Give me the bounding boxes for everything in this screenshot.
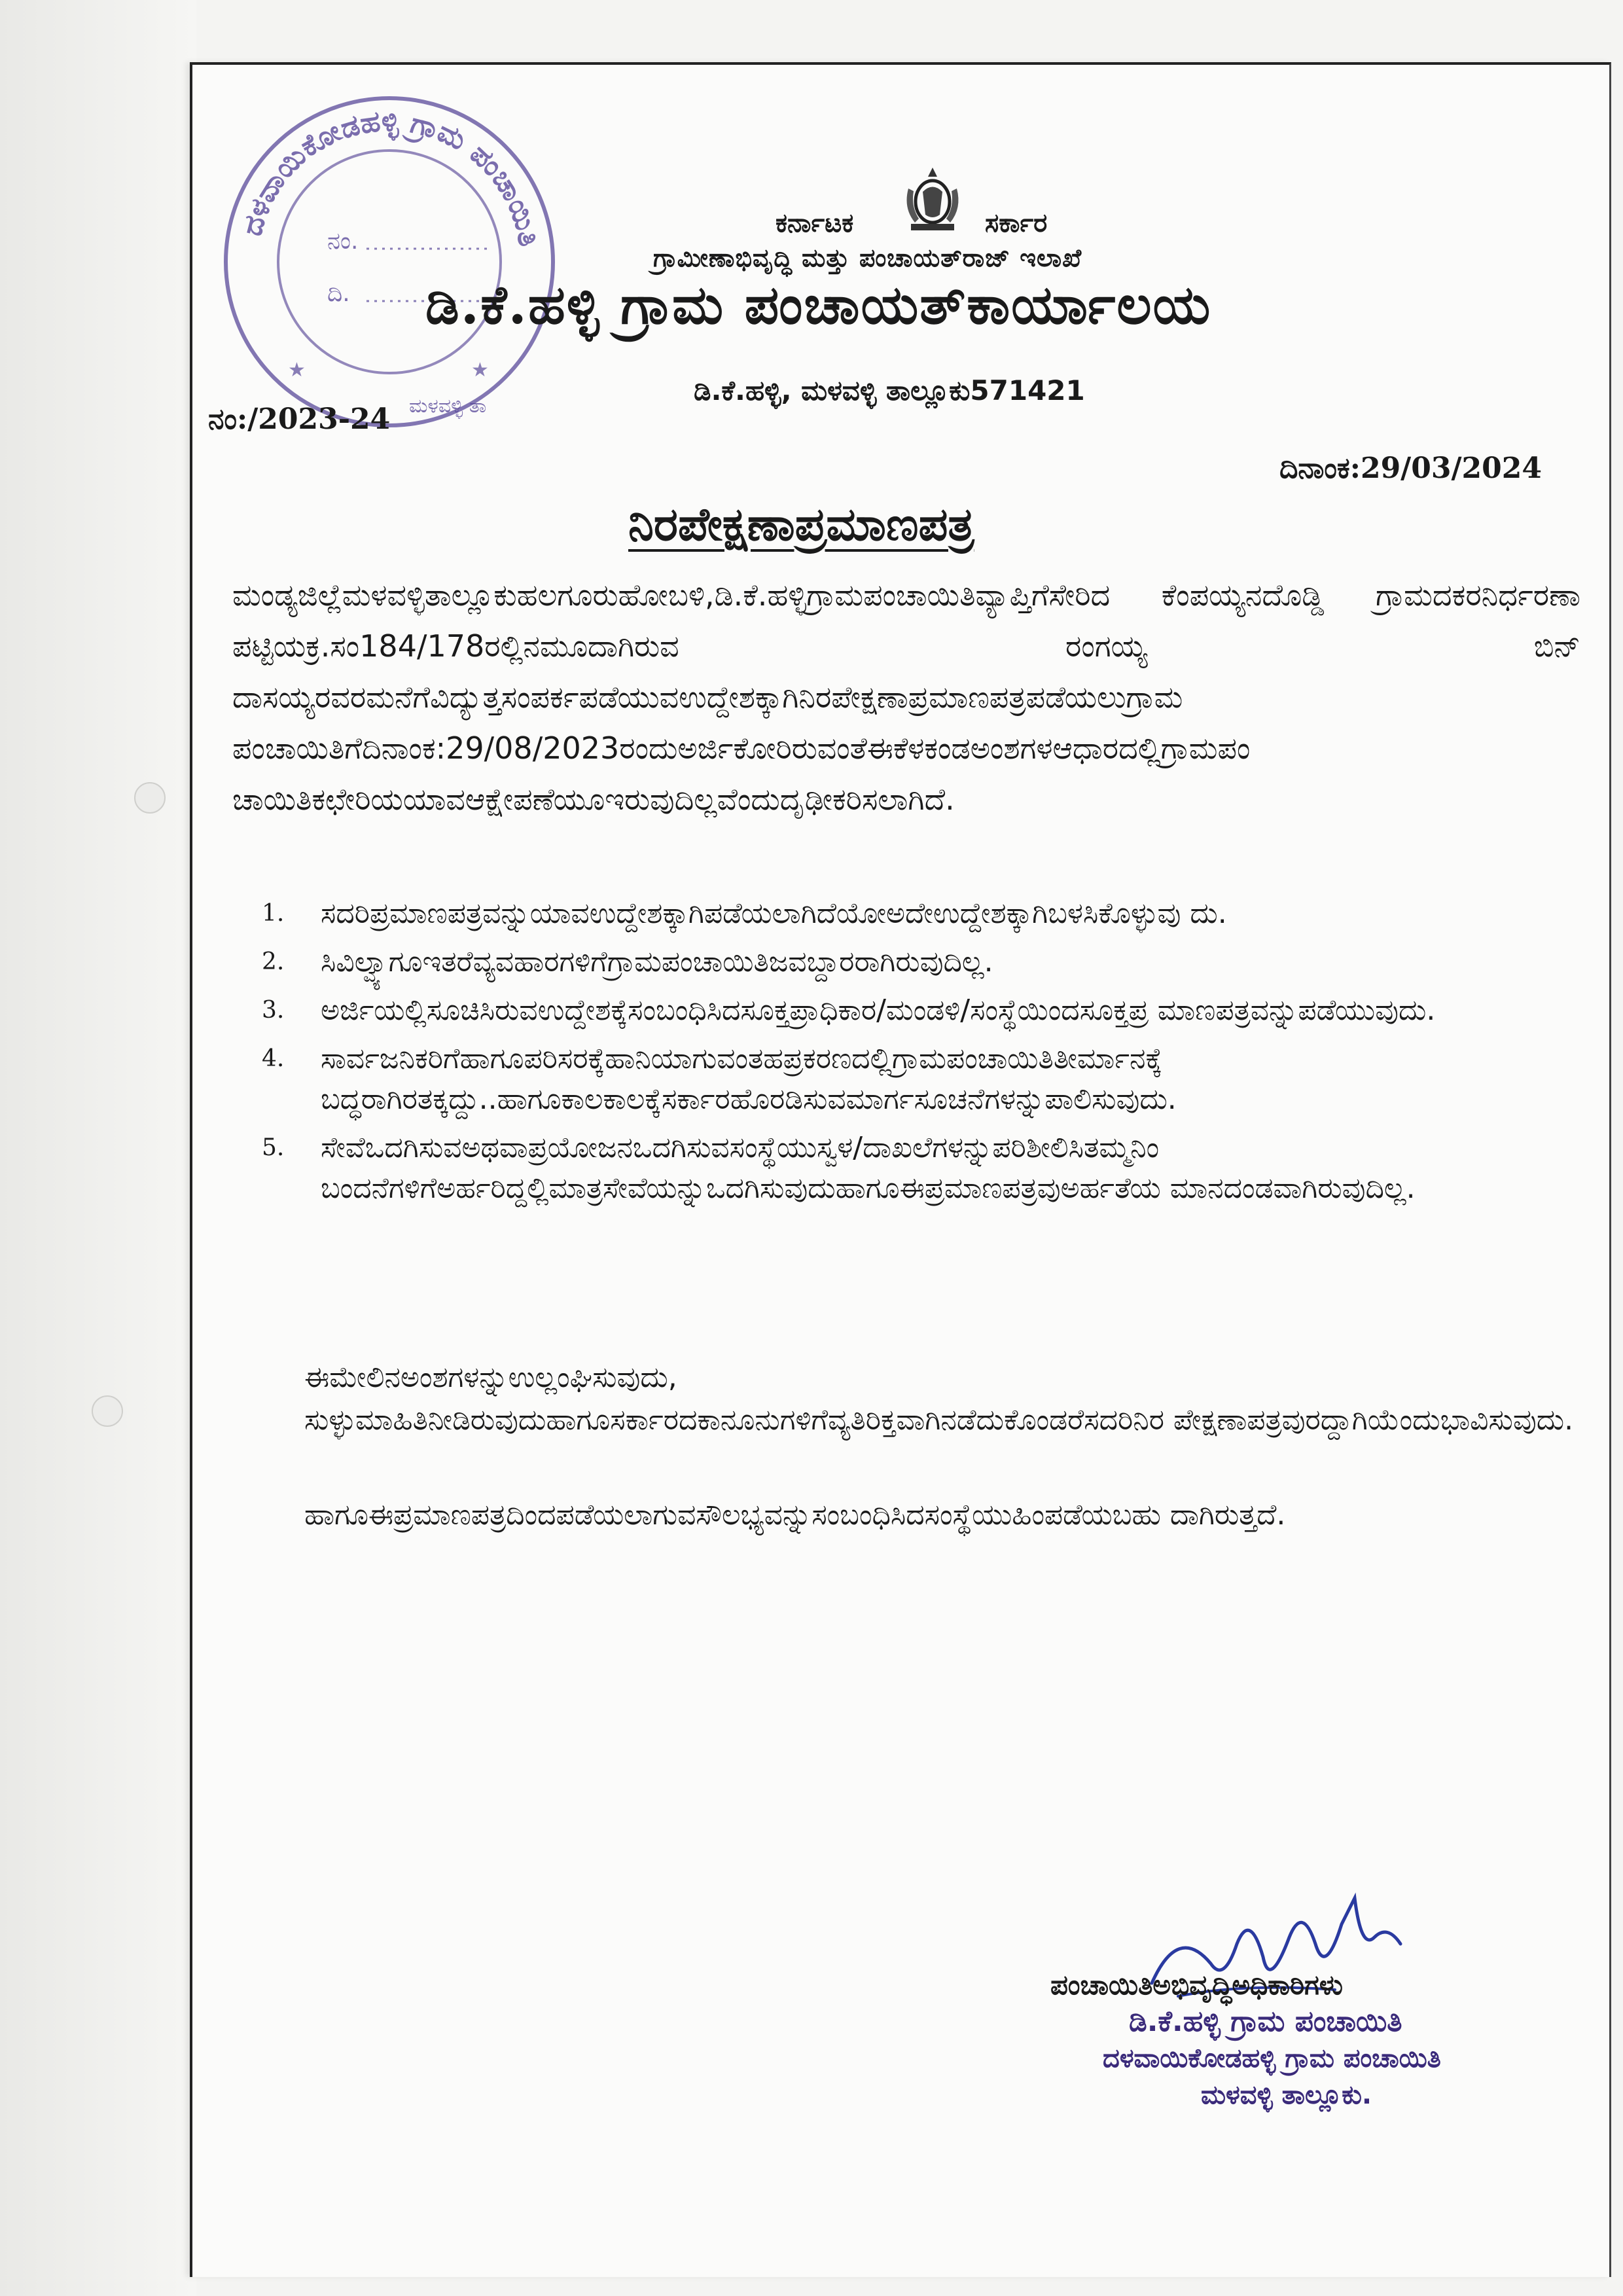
condition-item	[262, 1039, 1580, 1120]
background-paper-edge	[0, 0, 196, 2296]
condition-item	[262, 1128, 1580, 1209]
header-department: ಗ್ರಾಮೀಣಾಭಿವೃದ್ಧಿ ಮತ್ತು ಪಂಚಾಯತ್‌ರಾಜ್ ಇಲಾಖೆ	[653, 243, 1082, 272]
header-address: ಡಿ.ಕೆ.ಹಳ್ಳಿ, ಮಳವಳ್ಳಿ ತಾಲ್ಲೂಕು571421	[694, 374, 1085, 406]
signatory-stamp-line: ದಳವಾಯಿಕೋಡಹಳ್ಳಿ ಗ್ರಾಮ ಪಂಚಾಯಿತಿ	[1103, 2043, 1441, 2073]
svg-text:ದಳವಾಯಿಕೋಡಹಳ್ಳಿ ಗ್ರಾಮ ಪಂಚಾಯಿತಿ	[235, 105, 545, 249]
stamp-number-label: ನಂ.	[327, 228, 359, 255]
condition-number: 1.	[262, 900, 285, 927]
signatory-stamp-line: ಡಿ.ಕೆ.ಹಳ್ಳಿ ಗ್ರಾಮ ಪಂಚಾಯಿತಿ	[1129, 2005, 1402, 2038]
signatory-stamp-line: ಮಳವಳ್ಳಿ ತಾಲ್ಲೂಕು.	[1201, 2080, 1372, 2110]
condition-text: ಸೇವೆಒದಗಿಸುವಅಥವಾಪ್ರಯೋಜನಒದಗಿಸುವಸಂಸ್ಥೆಯುಸ್ವಳ/ದಾಖಲೆಗಳನ್ನುಪರಿಶೀಲಿಸಿತಮ್ಮನಿಂ ಬಂದನೆಗಳಿಗೆಅರ್ಹರಿದ್ದಲ್ಲಿಮಾತ್ರಸೇವೆಯನ್ನುಒದಗಿಸುವುದುಹಾಗೂಈಪ್ರಮಾಣಪತ್ರವುಅರ್ಹತೆಯ ಮಾನದಂಡವಾಗಿರುವುದಿಲ್ಲ.	[321, 1131, 1416, 1205]
condition-number: 4.	[262, 1045, 285, 1072]
condition-text: ಅರ್ಜಿಯಲ್ಲಿಸೂಚಿಸಿರುವಉದ್ದೇಶಕ್ಕೆಸಂಬಂಧಿಸಿದಸೂಕ್ತಪ್ರಾಧಿಕಾರ/ಮಂಡಳಿ/ಸಂಸ್ಥೆಯಿಂದಸೂಕ್ತಪ್ರ ಮಾಣಪತ್ರವನ್ನುಪಡೆಯುವುದು.	[321, 994, 1436, 1027]
stamp-star-icon: ★	[288, 359, 306, 382]
round-office-stamp	[213, 85, 566, 439]
condition-item	[262, 990, 1580, 1031]
condition-number: 5.	[262, 1134, 285, 1161]
continuation-line: ಈಮೇಲಿನಅಂಶಗಳನ್ನುಉಲ್ಲಂಘಿಸುವುದು,	[304, 1361, 677, 1394]
state-emblem-icon	[897, 162, 969, 234]
signature-block	[1050, 1967, 1587, 2113]
condition-number: 2.	[262, 948, 285, 975]
header-government-left: ಕರ್ನಾಟಕ	[776, 208, 854, 238]
header-office-name: ಡಿ.ಕೆ.ಹಳ್ಳಿ ಗ್ರಾಮ ಪಂಚಾಯತ್‌ಕಾರ್ಯಾಲಯ	[425, 274, 1212, 336]
punch-hole-bottom	[92, 1395, 123, 1427]
condition-text: ಸಾರ್ವಜನಿಕರಿಗೆಹಾಗೂಪರಿಸರಕ್ಕೆಹಾನಿಯಾಗುವಂತಹಪ್ರಕರಣದಲ್ಲಿಗ್ರಾಮಪಂಚಾಯಿತಿತೀರ್ಮಾನಕ್ಕೆ ಬದ್ಧರಾಗಿರತಕ್ಕದ್ದು..ಹಾಗೂಕಾಲಕಾಲಕ್ಕೆಸರ್ಕಾರಹೊರಡಿಸುವಮಾರ್ಗಸೂಚನೆಗಳನ್ನುಪಾಲಿಸುವುದು.	[321, 1042, 1177, 1116]
stamp-star-icon: ★	[471, 359, 489, 382]
stamp-date-label: ದಿ.	[327, 280, 350, 307]
header-government-right: ಸರ್ಕಾರ	[985, 208, 1048, 238]
document-date: ದಿನಾಂಕ:29/03/2024	[1279, 452, 1543, 485]
stamp-outer-text: ದಳವಾಯಿಕೋಡಹಳ್ಳಿ ಗ್ರಾಮ ಪಂಚಾಯಿತಿ	[235, 104, 546, 249]
condition-text: ಸಿವಿಲ್ವ್ಯಾಗೂಇತರೆವ್ಯವಹಾರಗಳಿಗೆಗ್ರಾಮಪಂಚಾಯಿತಿಜವಬ್ದಾರರಾಗಿರುವುದಿಲ್ಲ.	[321, 945, 993, 978]
condition-item	[262, 893, 1580, 934]
conditions-list	[262, 893, 1580, 1217]
stamp-bottom-text: ಮಳವಳ್ಳಿ ತಾ	[409, 395, 487, 418]
document-title: ನಿರಪೇಕ್ಷಣಾಪ್ರಮಾಣಪತ್ರ	[628, 497, 974, 551]
punch-hole-top	[134, 782, 166, 814]
reference-number: ನಂ:/2023-24	[208, 403, 391, 436]
condition-number: 3.	[262, 997, 285, 1024]
condition-text: ಸದರಿಪ್ರಮಾಣಪತ್ರವನ್ನುಯಾವಉದ್ದೇಶಕ್ಕಾಗಿಪಡೆಯಲಾಗಿದೆಯೋಅದೇಉದ್ದೇಶಕ್ಕಾಗಿಬಳಸಿಕೊಳ್ಳುವು ದು.	[321, 897, 1227, 930]
body-paragraph: ಮಂಡ್ಯಜಿಲ್ಲೆಮಳವಳ್ಳಿತಾಲ್ಲೂಕುಹಲಗೂರುಹೋಬಳಿ,ಡಿ.ಕೆ.ಹಳ್ಳಿಗ್ರಾಮಪಂಚಾಯಿತಿವ್ಯಾಪ್ತಿಗೆಸೇರಿದ ಕೆಂಪಯ್ಯನದೊಡ್ಡಿ ಗ್ರಾಮದಕರನಿರ್ಧರಣಾ ಪಟ್ಟಿಯಕ್ರ.ಸಂ184/178ರಲ್ಲಿನಮೂದಾಗಿರುವ ರಂಗಯ್ಯ ಬಿನ್ ದಾಸಯ್ಯರವರಮನೆಗೆವಿದ್ಯುತ್ತಸಂಪರ್ಕಪಡೆಯುವಉದ್ದೇಶಕ್ಕಾಗಿನಿರಪೇಕ್ಷಣಾಪ್ರಮಾಣಪತ್ರಪಡೆಯಲುಗ್ರಾಮ ಪಂಚಾಯಿತಿಗೆದಿನಾಂಕ:29/08/2023ರಂದುಅರ್ಜಿಕೋರಿರುವಂತೆಈಕೆಳಕಂಡಅಂಶಗಳಆಧಾರದಲ್ಲಿಗ್ರಾಮಪಂ ಚಾಯಿತಿಕಛೇರಿಯಯಾವಆಕ್ಷೇಪಣೆಯೂಇರುವುದಿಲ್ಲವೆಂದುದೃಢೀಕರಿಸಲಾಗಿದೆ.	[232, 577, 1580, 817]
continuation-line: ಹಾಗೂಈಪ್ರಮಾಣಪತ್ರದಿಂದಪಡೆಯಲಾಗುವಸೌಲಭ್ಯವನ್ನುಸಂಬಂಧಿಸಿದಸಂಸ್ಥೆಯುಹಿಂಪಡೆಯಬಹು ದಾಗಿರುತ್ತದೆ.	[304, 1498, 1286, 1532]
continuation-line: ಸುಳ್ಳುಮಾಹಿತಿನೀಡಿರುವುದುಹಾಗೂಸರ್ಕಾರದಕಾನೂನುಗಳಿಗೆವ್ಯತಿರಿಕ್ತವಾಗಿನಡೆದುಕೊಂಡರೆಸದರಿನಿರ ಪೇಕ್ಷಣಾಪತ್ರವುರದ್ದಾಗಿಯೆಂದುಭಾವಿಸುವುದು.	[304, 1403, 1574, 1437]
signatory-designation: ಪಂಚಾಯಿತಿಅಭಿವೃದ್ಧಿಅಧಿಕಾರಿಗಳು	[1050, 1969, 1344, 2001]
condition-item	[262, 942, 1580, 982]
